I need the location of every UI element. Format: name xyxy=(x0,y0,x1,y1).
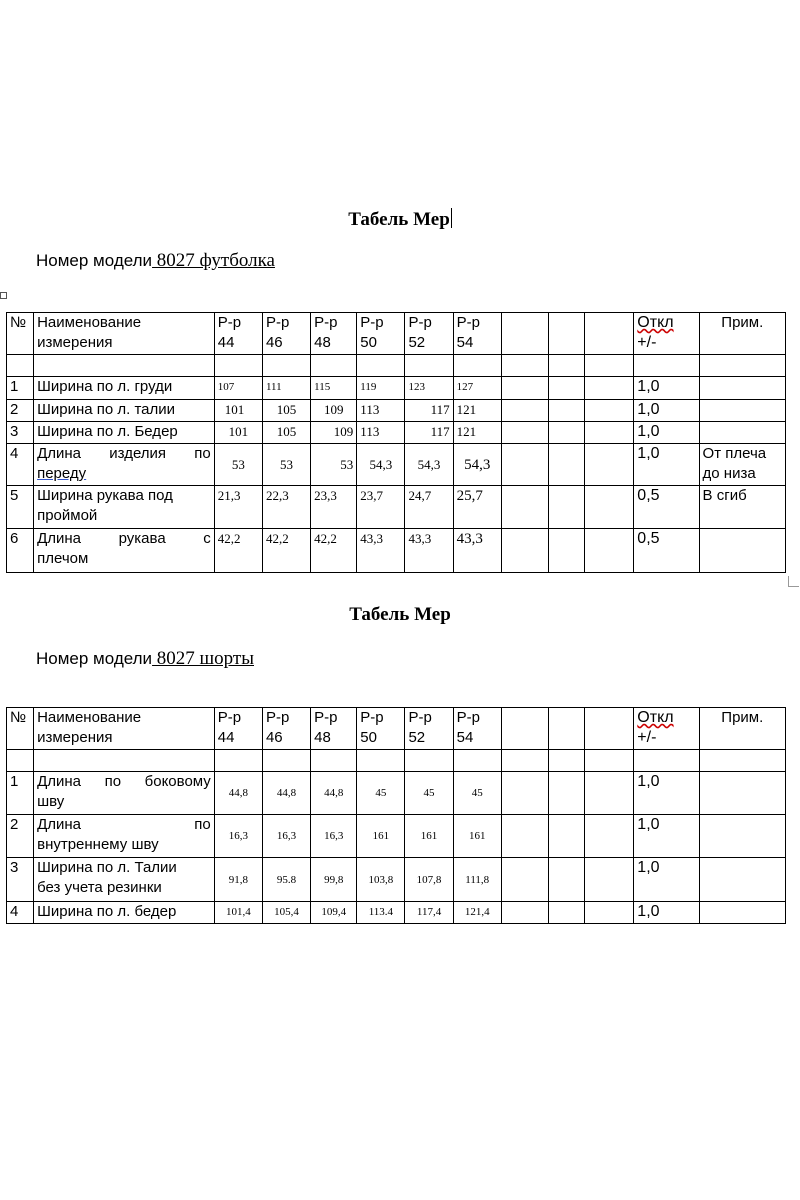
header-note: Прим. xyxy=(699,313,785,355)
spacer-row xyxy=(7,355,786,377)
empty-cell xyxy=(501,313,548,355)
header-no: № xyxy=(7,313,34,355)
header-size-44: Р-р 44 xyxy=(214,313,262,355)
page-title-1: Табель Мер xyxy=(348,209,450,230)
table-row: 5 Ширина рукава под проймой 21,3 22,3 23,3 23,7 24,7 25,7 0,5 В сгиб xyxy=(7,486,786,529)
header-size-48: Р-р 48 xyxy=(311,313,357,355)
table-row: 4 Длина изделия по переду 53 53 53 54,3 54,3 54,3 1,0 От плеча до низа xyxy=(7,444,786,486)
text-cursor xyxy=(451,208,452,228)
empty-cell xyxy=(548,313,584,355)
header-size-54: Р-р 54 xyxy=(453,313,501,355)
page-title-2: Табель Мер xyxy=(349,604,451,625)
header-tolerance: Откл +/- xyxy=(634,313,699,355)
table-row: 3 Ширина по л. Талии без учета резинки 91,8 95.8 99,8 103,8 107,8 111,8 1,0 xyxy=(7,858,786,902)
table-row: 1 Ширина по л. груди 107 111 115 119 123 127 1,0 xyxy=(7,377,786,400)
table-header-row: № Наименование измерения Р-р 44 Р-р 46 Р-р 48 Р-р 50 Р-р 52 Р-р 54 Откл +/- Прим. xyxy=(7,708,786,750)
paragraph-end-mark xyxy=(788,576,799,587)
header-name: Наименование измерения xyxy=(34,313,215,355)
table-row: 1 Длина по боковому шву 44,8 44,8 44,8 45 45 45 1,0 xyxy=(7,772,786,815)
table-row: 2 Длина по внутреннему шву 16,3 16,3 16,3 161 161 161 1,0 xyxy=(7,815,786,858)
measurement-table-shorts xyxy=(6,707,786,924)
empty-cell xyxy=(585,313,634,355)
model-number-1: Номер модели 8027 футболка xyxy=(36,250,275,271)
table-row: 2 Ширина по л. талии 101 105 109 113 117 121 1,0 xyxy=(7,400,786,422)
measurement-table-tshirt xyxy=(6,312,786,573)
header-size-46: Р-р 46 xyxy=(262,313,310,355)
model-number-2: Номер модели 8027 шорты xyxy=(36,648,254,669)
header-size-52: Р-р 52 xyxy=(405,313,453,355)
spacer-row xyxy=(7,750,786,772)
table-row: 6 Длина рукава с плечом 42,2 42,2 42,2 43,3 43,3 43,3 0,5 xyxy=(7,529,786,573)
header-size-50: Р-р 50 xyxy=(357,313,405,355)
table-row: 3 Ширина по л. Бедер 101 105 109 113 117 121 1,0 xyxy=(7,422,786,444)
table-header-row xyxy=(7,313,786,355)
table-move-handle-icon[interactable] xyxy=(0,292,7,299)
table-row: 4 Ширина по л. бедер 101,4 105,4 109,4 113.4 117,4 121,4 1,0 xyxy=(7,902,786,924)
